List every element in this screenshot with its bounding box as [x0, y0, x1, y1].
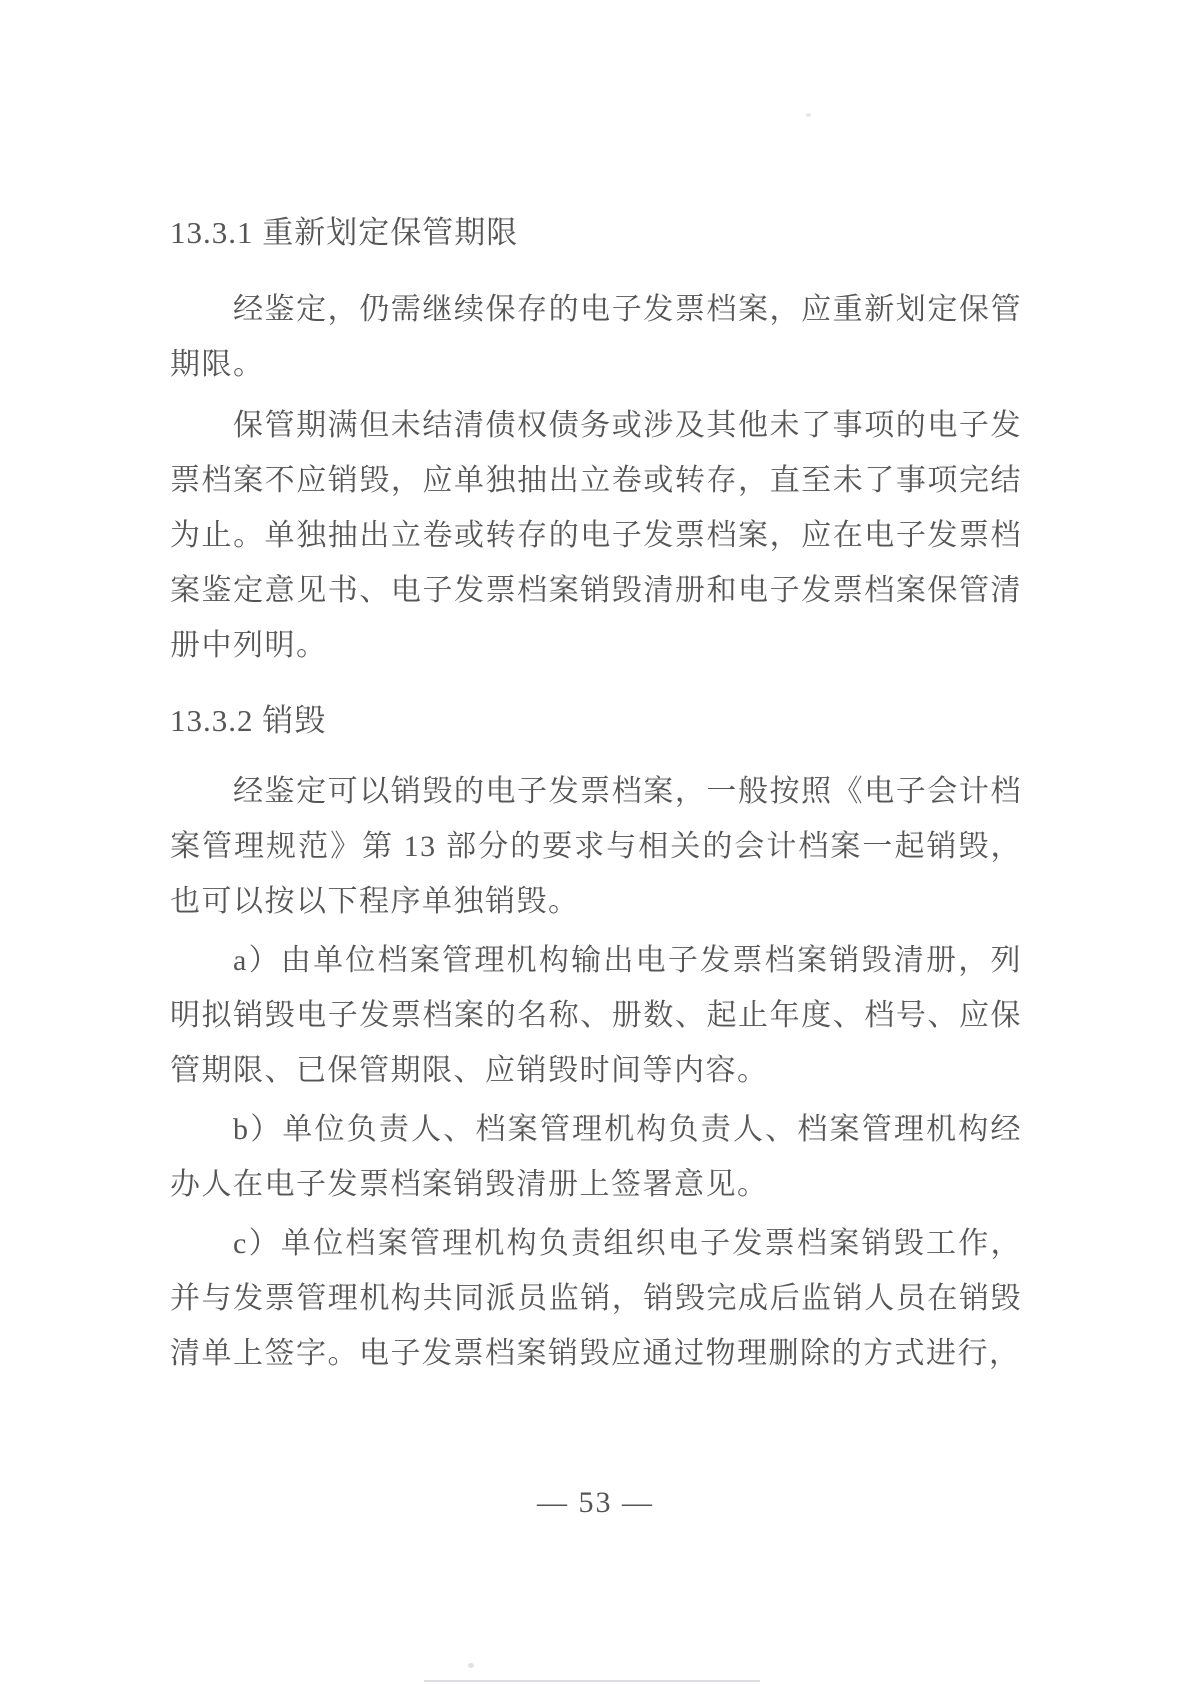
paragraph-retention-redefine: 经鉴定，仍需继续保存的电子发票档案，应重新划定保管期限。 [170, 293, 1022, 381]
paragraph-destruction-intro: 经鉴定可以销毁的电子发票档案，一般按照《电子会计档案管理规范》第 13 部分的要求与相关的会计档案一起销毁，也可以按以下程序单独销毁。 [170, 775, 1022, 918]
document-body [170, 205, 1022, 1381]
section-heading-13-3-2: 13.3.2 销毁 [170, 703, 327, 738]
scan-artifact-smudge [424, 1680, 760, 1682]
scan-artifact-speck [806, 113, 811, 117]
paragraph-unsettled-matters: 保管期满但未结清债权债务或涉及其他未了事项的电子发票档案不应销毁，应单独抽出立卷或转存，直至未了事项完结为止。单独抽出立卷或转存的电子发票档案，应在电子发票档案鉴定意见书、电子发票档案销毁清册和电子发票档案保管清册中列明。 [170, 409, 1022, 662]
scan-artifact-speck [468, 1663, 474, 1668]
paragraph-item-b: b）单位负责人、档案管理机构负责人、档案管理机构经办人在电子发票档案销毁清册上签署意见。 [170, 1113, 1022, 1201]
paragraph-item-a: a）由单位档案管理机构输出电子发票档案销毁清册，列明拟销毁电子发票档案的名称、册数、起止年度、档号、应保管期限、已保管期限、应销毁时间等内容。 [170, 944, 1022, 1087]
page-number: — 53 — [537, 1486, 654, 1519]
section-heading-13-3-1: 13.3.1 重新划定保管期限 [170, 215, 519, 250]
paragraph-item-c: c）单位档案管理机构负责组织电子发票档案销毁工作，并与发票管理机构共同派员监销，销毁完成后监销人员在销毁清单上签字。电子发票档案销毁应通过物理删除的方式进行， [170, 1227, 1022, 1370]
